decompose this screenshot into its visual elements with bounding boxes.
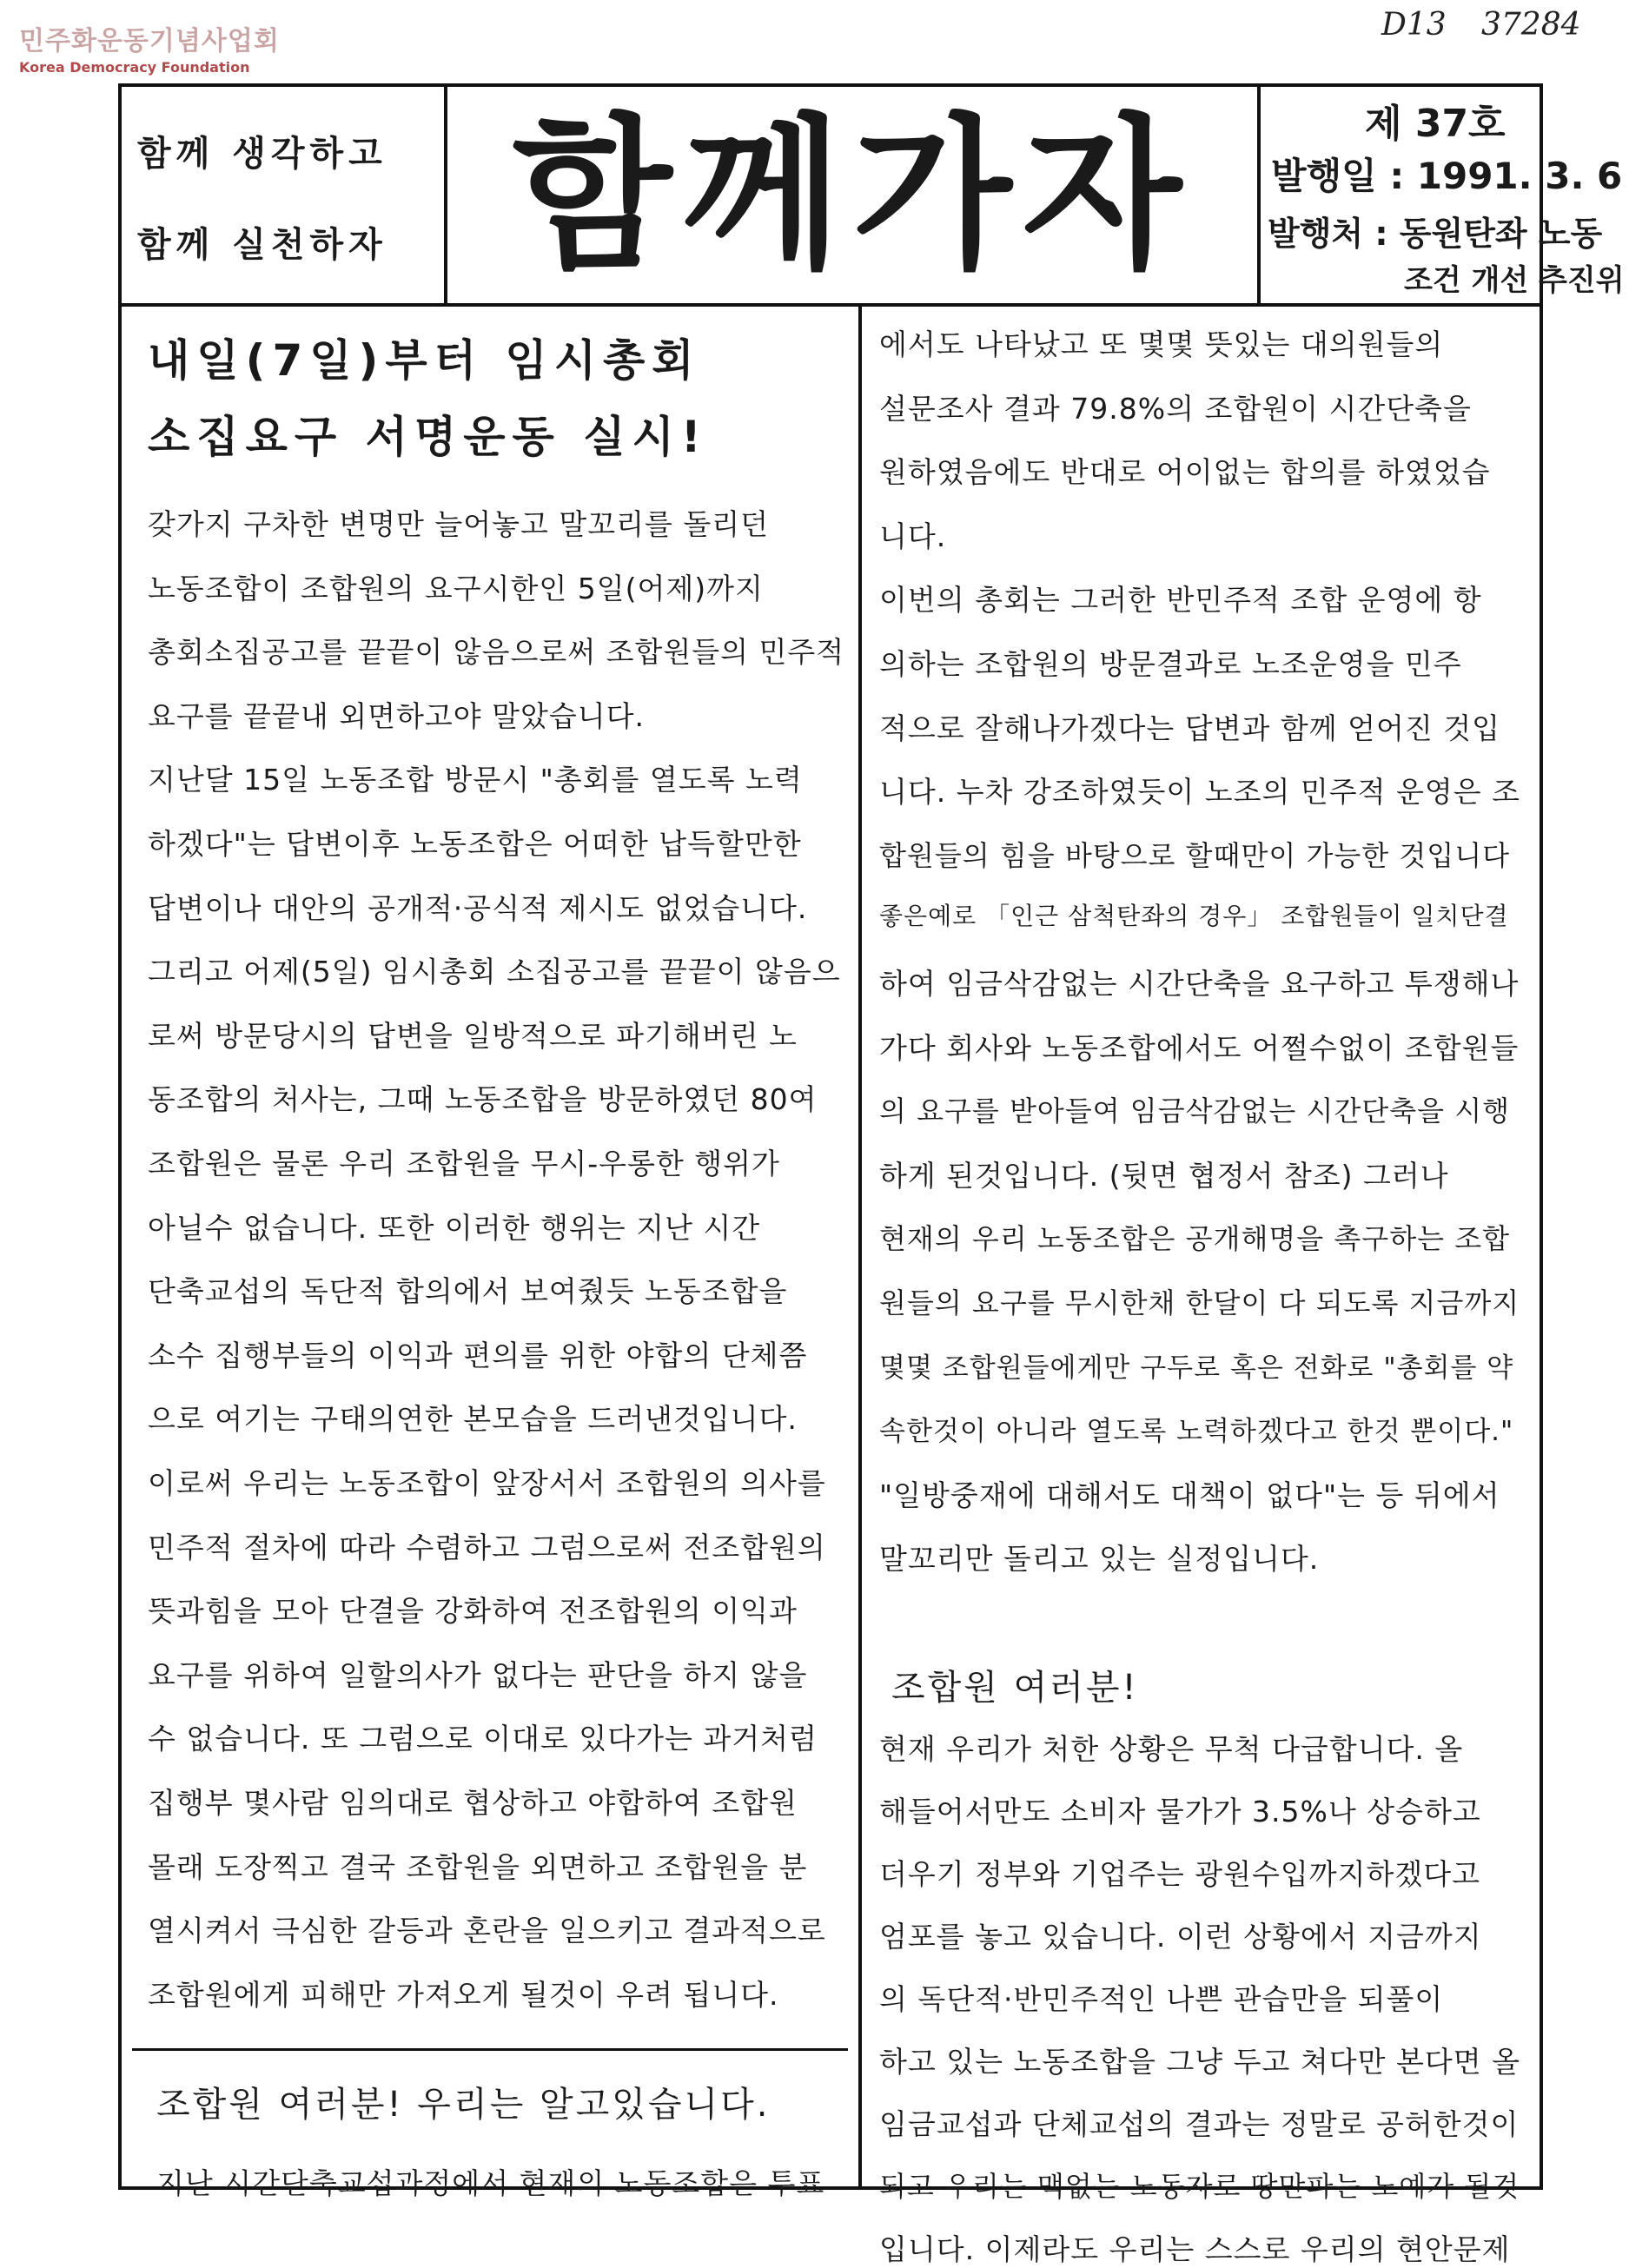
archive-code-prefix: D13 (1381, 7, 1447, 43)
headline-line-2: 소집요구 서명운동 실시! (148, 412, 708, 462)
body-text-line: 수 없습니다. 또 그럼으로 이대로 있다가는 과거처럼 (148, 1722, 818, 1756)
newsletter-title: 함께가자 (512, 99, 1193, 291)
body-text-line: 의 요구를 받아들여 임금삭감없는 시간단축을 시행 (879, 1094, 1511, 1128)
body-text-line: 동조합의 처사는, 그때 노동조합을 방문하였던 80여 (148, 1082, 818, 1117)
watermark-korean: 민주화운동기념사업회 (19, 26, 280, 56)
body-text-line: 더우기 정부와 기업주는 광원수입까지하겠다고 (879, 1857, 1481, 1891)
masthead-slogan-box (122, 87, 447, 303)
masthead-info-box (1261, 87, 1625, 303)
body-text-line: 뜻과힘을 모아 단결을 강화하여 전조합원의 이익과 (148, 1594, 798, 1629)
body-text-line: 조합원은 물론 우리 조합원을 무시-우롱한 행위가 (148, 1147, 780, 1180)
watermark-english: Korea Democracy Foundation (19, 59, 250, 76)
masthead (122, 87, 1625, 307)
body-text-line: 하고 있는 노동조합을 그냥 두고 쳐다만 본다면 올 (879, 2045, 1520, 2079)
right-column (862, 307, 1540, 2266)
body-text-line: 집행부 몇사람 임의대로 협상하고 야합하여 조합원 (148, 1786, 798, 1820)
publisher: 발행처 : 동원탄좌 노동 (1268, 215, 1603, 253)
body-text-line: 요구를 끝끝내 외면하고야 말았습니다. (148, 698, 646, 733)
right-subhead: 조합원 여러분! (891, 1668, 1139, 1708)
body-text-line: 원하였음에도 반대로 어이없는 합의를 하였었습 (879, 455, 1491, 490)
body-text-line: 로써 방문당시의 답변을 일방적으로 파기해버린 노 (148, 1018, 798, 1053)
body-text-line: 현재의 우리 노동조합은 공개해명을 촉구하는 조합 (879, 1222, 1511, 1256)
body-text-line: 이로써 우리는 노동조합이 앞장서서 조합원의 의사를 (148, 1466, 826, 1500)
body-text-line: 열시켜서 극심한 갈등과 혼란을 일으키고 결과적으로 (148, 1914, 826, 1948)
body-text-line: 하게 된것입니다. (뒷면 협정서 참조) 그러나 (879, 1158, 1449, 1193)
body-text-line: 몰래 도장찍고 결국 조합원을 외면하고 조합원을 분 (148, 1849, 808, 1884)
left-last-line: 지난 시간단축교섭과정에서 현재의 노동조합은 투표 (156, 2166, 825, 2200)
left-subhead: 조합원 여러분! 우리는 알고있습니다. (156, 2085, 771, 2125)
slogan-line-2: 함께 실천하자 (137, 225, 387, 265)
body-text-line: 에서도 나타났고 또 몇몇 뜻있는 대의원들의 (879, 327, 1444, 361)
archive-code-number: 37284 (1481, 7, 1581, 43)
body-text-line: 단축교섭의 독단적 합의에서 보여줬듯 노동조합을 (148, 1274, 788, 1309)
body-text-line: 합원들의 힘을 바탕으로 할때만이 가능한 것입니다 (879, 838, 1511, 872)
slogan-line-1: 함께 생각하고 (137, 134, 387, 174)
issue-date: 발행일 : 1991. 3. 6 (1271, 155, 1623, 197)
body-text-line: 되고 우리는 맥없는 노동자로 땅만파는 노예가 될것 (879, 2170, 1520, 2203)
body-text-line: 하여 임금삭감없는 시간단축을 요구하고 투쟁해나 (879, 967, 1520, 1001)
body-text-line: 의 독단적·반민주적인 나쁜 관습만을 되풀이 (879, 1982, 1444, 2016)
body-text-line: 니다. 누차 강조하였듯이 노조의 민주적 운영은 조 (879, 775, 1520, 810)
body-text-line: 입니다. 이제라도 우리는 스스로 우리의 현안문제 (879, 2232, 1511, 2266)
body-text-line: 소수 집행부들의 이익과 편의를 위한 야합의 단체쯤 (148, 1338, 808, 1372)
body-text-line: 민주적 절차에 따라 수렴하고 그럼으로써 전조합원의 (148, 1530, 826, 1564)
left-column (122, 307, 862, 2200)
issue-number: 제 37호 (1365, 102, 1506, 146)
body-text-line: 임금교섭과 단체교섭의 결과는 정말로 공허한것이 (879, 2107, 1520, 2141)
body-text-line: 니다. (879, 519, 947, 553)
section-divider (132, 2048, 848, 2051)
body-text-line: 엄포를 놓고 있습니다. 이런 상황에서 지금까지 (879, 1920, 1482, 1954)
body-text-line: 갖가지 구차한 변명만 늘어놓고 말꼬리를 돌리던 (148, 507, 770, 541)
masthead-title-box (447, 87, 1261, 303)
body-text-line: 원들의 요구를 무시한채 한달이 다 되도록 지금까지 (879, 1286, 1520, 1319)
body-text-line: 요구를 위하여 일할의사가 없다는 판단을 하지 않을 (148, 1657, 808, 1692)
body-text-line: 그리고 어제(5일) 임시총회 소집공고를 끝끝이 않음으 (148, 955, 841, 989)
body-text-line: 가다 회사와 노동조합에서도 어쩔수없이 조합원들 (879, 1030, 1520, 1065)
body-text-line: 설문조사 결과 79.8%의 조합원이 시간단축을 (879, 391, 1472, 426)
body-text-line: 아닐수 없습니다. 또한 이러한 행위는 지난 시간 (148, 1210, 761, 1245)
publisher-continued: 조건 개선 추진위 (1404, 263, 1625, 298)
body-text-line: 총회소집공고를 끝끝이 않음으로써 조합원들의 민주적 (148, 635, 845, 670)
body-text-line: 말꼬리만 돌리고 있는 실정입니다. (879, 1542, 1320, 1577)
body-text-line: 지난달 15일 노동조합 방문시 "총회를 열도록 노력 (148, 763, 803, 797)
body-text-line: 현재 우리가 처한 상황은 무척 다급합니다. 올 (879, 1732, 1464, 1766)
body-text-line: 적으로 잘해나가겠다는 답변과 함께 얻어진 것입 (879, 711, 1501, 745)
body-text-line: 이번의 총회는 그러한 반민주적 조합 운영에 항 (879, 583, 1482, 618)
newsletter-frame (118, 83, 1625, 2266)
body-text-line: 해들어서만도 소비자 물가가 3.5%나 상승하고 (879, 1795, 1481, 1828)
body-text-line: 속한것이 아니라 열도록 노력하겠다고 한것 뿐이다." (879, 1416, 1514, 1448)
body-text-line: 하겠다"는 답변이후 노동조합은 어떠한 납득할만한 (148, 827, 802, 861)
body-text-line: 의하는 조합원의 방문결과로 노조운영을 민주 (879, 647, 1462, 681)
body-text-line: 으로 여기는 구태의연한 본모습을 드러낸것입니다. (148, 1402, 798, 1437)
body-text-line: "일방중재에 대해서도 대책이 없다"는 등 뒤에서 (879, 1478, 1500, 1512)
watermark (19, 19, 280, 76)
body-text-line: 노동조합이 조합원의 요구시한인 5일(어제)까지 (148, 571, 764, 605)
headline-line-1: 내일(7일)부터 임시총회 (148, 335, 701, 386)
body-text-line: 답변이나 대안의 공개적·공식적 제시도 없었습니다. (148, 890, 808, 925)
body-text-line: 조합원에게 피해만 가져오게 될것이 우려 됩니다. (148, 1977, 779, 2012)
body-text-line: 몇몇 조합원들에게만 구두로 혹은 전화로 "총회를 약 (879, 1352, 1514, 1384)
body-text-line: 좋은예로 「인근 삼척탄좌의 경우」 조합원들이 일치단결 (879, 902, 1509, 931)
